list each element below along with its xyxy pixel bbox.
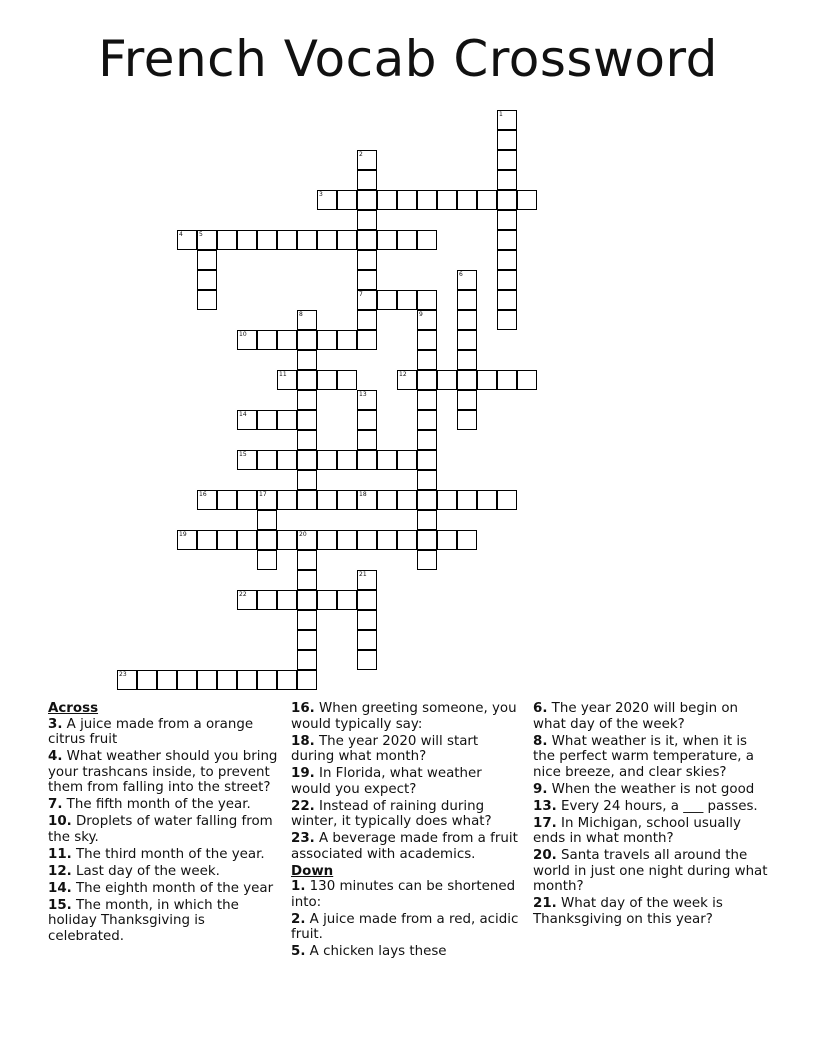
cell-number: 19: [179, 531, 187, 538]
clue-number: 20.: [533, 848, 557, 863]
grid-cell[interactable]: [357, 430, 377, 450]
clue-text: What weather is it, when it is the perfect warm temperature, a nice breeze, and clear skies?: [533, 733, 754, 780]
grid-cell[interactable]: [297, 530, 317, 550]
clue-text: 130 minutes can be shortened into:: [291, 879, 516, 910]
grid-cell[interactable]: [257, 490, 277, 510]
grid-cell[interactable]: [357, 650, 377, 670]
grid-cell[interactable]: [457, 270, 477, 290]
grid-cell[interactable]: [497, 210, 517, 230]
grid-cell[interactable]: [317, 330, 337, 350]
down-clue-list-part-1: [291, 879, 521, 960]
clue-number: 22.: [291, 798, 315, 814]
clue-number: 19.: [291, 766, 315, 781]
grid-cell[interactable]: [357, 230, 377, 250]
grid-cell[interactable]: [257, 670, 277, 690]
cell-number: 23: [119, 671, 127, 678]
grid-cell[interactable]: [417, 530, 437, 550]
grid-cell[interactable]: [357, 450, 377, 470]
grid-cell[interactable]: [437, 530, 457, 550]
across-clue: [48, 847, 284, 863]
grid-cell[interactable]: [337, 230, 357, 250]
grid-cell[interactable]: [417, 330, 437, 350]
down-clue: [291, 879, 521, 910]
grid-cell[interactable]: [337, 190, 357, 210]
grid-cell[interactable]: [397, 450, 417, 470]
cell-number: 2: [359, 151, 363, 158]
grid-cell[interactable]: [497, 190, 517, 210]
grid-cell[interactable]: [437, 190, 457, 210]
grid-cell[interactable]: [397, 190, 417, 210]
grid-cell[interactable]: [417, 410, 437, 430]
grid-cell[interactable]: [197, 270, 217, 290]
grid-cell[interactable]: [417, 390, 437, 410]
grid-cell[interactable]: [177, 230, 197, 250]
across-clue: [291, 831, 521, 862]
grid-cell[interactable]: [217, 530, 237, 550]
grid-cell[interactable]: [377, 190, 397, 210]
grid-cell[interactable]: [337, 590, 357, 610]
clue-number: 1.: [291, 879, 306, 894]
grid-cell[interactable]: [417, 550, 437, 570]
grid-cell[interactable]: [277, 370, 297, 390]
clue-number: 15.: [48, 897, 72, 913]
grid-cell[interactable]: [297, 630, 317, 650]
across-clue: [48, 749, 284, 796]
grid-cell[interactable]: [397, 530, 417, 550]
grid-cell[interactable]: [257, 330, 277, 350]
across-clue: [291, 799, 521, 830]
clue-text: Instead of raining during winter, it typically does what?: [291, 798, 492, 829]
grid-cell[interactable]: [317, 530, 337, 550]
cell-number: 9: [419, 311, 423, 318]
grid-cell[interactable]: [357, 270, 377, 290]
grid-cell[interactable]: [217, 670, 237, 690]
clue-number: 11.: [48, 846, 72, 862]
down-clue: [533, 896, 769, 927]
grid-cell[interactable]: [337, 490, 357, 510]
grid-cell[interactable]: [317, 590, 337, 610]
grid-cell[interactable]: [397, 490, 417, 510]
grid-cell[interactable]: [297, 570, 317, 590]
cell-number: 7: [359, 291, 363, 298]
grid-cell[interactable]: [397, 370, 417, 390]
down-heading: Down: [291, 863, 334, 879]
grid-cell[interactable]: [497, 130, 517, 150]
grid-cell[interactable]: [417, 370, 437, 390]
grid-cell[interactable]: [277, 530, 297, 550]
grid-cell[interactable]: [477, 370, 497, 390]
clue-number: 8.: [533, 733, 548, 749]
grid-cell[interactable]: [297, 430, 317, 450]
across-clue: [48, 717, 284, 748]
down-clue: [291, 912, 521, 943]
grid-cell[interactable]: [337, 330, 357, 350]
cell-number: 22: [239, 591, 247, 598]
grid-cell[interactable]: [477, 490, 497, 510]
grid-cell[interactable]: [297, 590, 317, 610]
grid-cell[interactable]: [297, 310, 317, 330]
across-clue: [48, 864, 284, 880]
grid-cell[interactable]: [317, 370, 337, 390]
grid-cell[interactable]: [517, 370, 537, 390]
cell-number: 12: [399, 371, 407, 378]
grid-cell[interactable]: [497, 290, 517, 310]
clue-text: What weather should you bring your trashcans inside, to prevent them from falling into the street?: [48, 749, 278, 795]
down-clue: [533, 734, 769, 781]
grid-cell[interactable]: [277, 330, 297, 350]
grid-cell[interactable]: [457, 490, 477, 510]
grid-cell[interactable]: [457, 370, 477, 390]
grid-cell[interactable]: [357, 570, 377, 590]
clue-number: 10.: [48, 814, 72, 829]
grid-cell[interactable]: [257, 230, 277, 250]
page-title: French Vocab Crossword: [98, 30, 718, 88]
clue-number: 13.: [533, 798, 557, 814]
grid-cell[interactable]: [317, 190, 337, 210]
grid-cell[interactable]: [277, 590, 297, 610]
grid-cell[interactable]: [417, 470, 437, 490]
grid-cell[interactable]: [257, 590, 277, 610]
grid-cell[interactable]: [417, 310, 437, 330]
down-clue: [533, 799, 769, 815]
clue-text: The third month of the year.: [71, 846, 265, 862]
grid-cell[interactable]: [297, 650, 317, 670]
cell-number: 14: [239, 411, 247, 418]
grid-cell[interactable]: [197, 530, 217, 550]
across-clue-list-part-2: [291, 701, 521, 862]
clue-text: A juice made from a red, acidic fruit.: [291, 911, 519, 942]
grid-cell[interactable]: [417, 510, 437, 530]
grid-cell[interactable]: [497, 370, 517, 390]
grid-cell[interactable]: [357, 410, 377, 430]
grid-cell[interactable]: [297, 370, 317, 390]
clue-text: When the weather is not good: [547, 781, 755, 797]
grid-cell[interactable]: [357, 330, 377, 350]
clue-number: 23.: [291, 831, 315, 846]
grid-cell[interactable]: [497, 110, 517, 130]
grid-cell[interactable]: [457, 350, 477, 370]
across-clue: [291, 701, 521, 732]
grid-cell[interactable]: [317, 450, 337, 470]
grid-cell[interactable]: [437, 370, 457, 390]
grid-cell[interactable]: [517, 190, 537, 210]
grid-cell[interactable]: [257, 510, 277, 530]
grid-cell[interactable]: [357, 610, 377, 630]
clue-text: The eighth month of the year: [71, 880, 274, 896]
clue-text: The year 2020 will begin on what day of the week?: [533, 701, 739, 732]
across-clue: [48, 881, 284, 897]
grid-cell[interactable]: [357, 170, 377, 190]
grid-cell[interactable]: [337, 370, 357, 390]
grid-cell[interactable]: [477, 190, 497, 210]
grid-cell[interactable]: [217, 230, 237, 250]
clue-number: 5.: [291, 944, 306, 959]
clue-number: 6.: [533, 701, 548, 716]
clue-text: The year 2020 will start during what month?: [291, 733, 479, 764]
grid-cell[interactable]: [237, 670, 257, 690]
grid-cell[interactable]: [357, 590, 377, 610]
grid-cell[interactable]: [497, 310, 517, 330]
grid-cell[interactable]: [297, 470, 317, 490]
grid-cell[interactable]: [237, 230, 257, 250]
clue-text: Last day of the week.: [71, 863, 220, 879]
grid-cell[interactable]: [397, 290, 417, 310]
grid-cell[interactable]: [277, 410, 297, 430]
clues-column-2: [291, 701, 521, 961]
clue-text: Santa travels all around the world in just one night during what month?: [533, 848, 768, 894]
grid-cell[interactable]: [237, 590, 257, 610]
grid-cell[interactable]: [357, 630, 377, 650]
grid-cell[interactable]: [117, 670, 137, 690]
clue-text: Every 24 hours, a ___ passes.: [556, 798, 758, 814]
grid-cell[interactable]: [297, 350, 317, 370]
across-clue: [48, 814, 284, 845]
cell-number: 4: [179, 231, 183, 238]
grid-cell[interactable]: [497, 230, 517, 250]
grid-cell[interactable]: [297, 550, 317, 570]
grid-cell[interactable]: [457, 390, 477, 410]
clue-number: 7.: [48, 797, 63, 812]
clue-number: 18.: [291, 733, 315, 749]
grid-cell[interactable]: [177, 670, 197, 690]
cell-number: 8: [299, 311, 303, 318]
grid-cell[interactable]: [377, 490, 397, 510]
grid-cell[interactable]: [197, 490, 217, 510]
down-clue-list-part-2: [533, 701, 769, 927]
down-clue: [533, 701, 769, 732]
grid-cell[interactable]: [497, 170, 517, 190]
grid-cell[interactable]: [317, 490, 337, 510]
cell-number: 1: [499, 111, 503, 118]
grid-cell[interactable]: [237, 490, 257, 510]
grid-cell[interactable]: [337, 530, 357, 550]
clue-text: A beverage made from a fruit associated with academics.: [291, 831, 518, 862]
grid-cell[interactable]: [277, 230, 297, 250]
clue-number: 9.: [533, 781, 548, 797]
grid-cell[interactable]: [257, 450, 277, 470]
grid-cell[interactable]: [237, 330, 257, 350]
grid-cell[interactable]: [377, 450, 397, 470]
down-clue: [533, 848, 769, 895]
grid-cell[interactable]: [457, 410, 477, 430]
grid-cell[interactable]: [417, 230, 437, 250]
grid-cell[interactable]: [197, 290, 217, 310]
clue-number: 12.: [48, 863, 72, 879]
grid-cell[interactable]: [237, 530, 257, 550]
down-clue: [533, 782, 769, 798]
grid-cell[interactable]: [297, 330, 317, 350]
grid-cell[interactable]: [457, 290, 477, 310]
grid-cell[interactable]: [497, 270, 517, 290]
grid-cell[interactable]: [357, 290, 377, 310]
grid-cell[interactable]: [197, 670, 217, 690]
grid-cell[interactable]: [357, 530, 377, 550]
grid-cell[interactable]: [277, 490, 297, 510]
across-clue: [48, 898, 284, 945]
down-clue: [533, 816, 769, 847]
grid-cell[interactable]: [337, 450, 357, 470]
grid-cell[interactable]: [417, 350, 437, 370]
grid-cell[interactable]: [417, 290, 437, 310]
clue-text: What day of the week is Thanksgiving on this year?: [533, 896, 723, 927]
grid-cell[interactable]: [497, 250, 517, 270]
clue-text: In Florida, what weather would you expect?: [291, 766, 482, 797]
across-clue-list-part-1: [48, 717, 284, 945]
grid-cell[interactable]: [357, 190, 377, 210]
grid-cell[interactable]: [417, 190, 437, 210]
grid-cell[interactable]: [157, 670, 177, 690]
cell-number: 18: [359, 491, 367, 498]
grid-cell[interactable]: [137, 670, 157, 690]
grid-cell[interactable]: [257, 410, 277, 430]
grid-cell[interactable]: [297, 610, 317, 630]
cell-number: 17: [259, 491, 267, 498]
clue-text: The month, in which the holiday Thanksgiving is celebrated.: [48, 897, 239, 944]
grid-cell[interactable]: [417, 490, 437, 510]
cell-number: 3: [319, 191, 323, 198]
grid-cell[interactable]: [177, 530, 197, 550]
cell-number: 16: [199, 491, 207, 498]
grid-cell[interactable]: [377, 530, 397, 550]
clue-number: 2.: [291, 911, 306, 927]
grid-cell[interactable]: [297, 450, 317, 470]
grid-cell[interactable]: [357, 250, 377, 270]
grid-cell[interactable]: [417, 450, 437, 470]
grid-cell[interactable]: [237, 450, 257, 470]
grid-cell[interactable]: [277, 670, 297, 690]
cell-number: 6: [459, 271, 463, 278]
grid-cell[interactable]: [357, 310, 377, 330]
clue-text: In Michigan, school usually ends in what month?: [533, 815, 741, 846]
cell-number: 20: [299, 531, 307, 538]
cell-number: 13: [359, 391, 367, 398]
across-clue: [48, 797, 284, 813]
grid-cell[interactable]: [497, 490, 517, 510]
clue-number: 14.: [48, 880, 72, 896]
grid-cell[interactable]: [437, 490, 457, 510]
grid-cell[interactable]: [257, 550, 277, 570]
grid-cell[interactable]: [257, 530, 277, 550]
across-clue: [291, 734, 521, 765]
grid-cell[interactable]: [197, 250, 217, 270]
grid-cell[interactable]: [497, 150, 517, 170]
clue-number: 17.: [533, 815, 557, 831]
down-clue: [291, 944, 521, 960]
grid-cell[interactable]: [217, 490, 237, 510]
clue-text: The fifth month of the year.: [62, 797, 251, 812]
clues-column-1: [48, 701, 284, 946]
clue-text: When greeting someone, you would typically say:: [291, 701, 517, 732]
across-heading: Across: [48, 701, 99, 716]
clue-number: 16.: [291, 701, 315, 716]
clue-text: Droplets of water falling from the sky.: [48, 814, 273, 845]
grid-cell[interactable]: [377, 230, 397, 250]
grid-cell[interactable]: [457, 330, 477, 350]
clues-column-3: [533, 701, 769, 929]
grid-cell[interactable]: [297, 390, 317, 410]
grid-cell[interactable]: [197, 230, 217, 250]
grid-cell[interactable]: [297, 490, 317, 510]
grid-cell[interactable]: [377, 290, 397, 310]
clue-text: A juice made from a orange citrus fruit: [48, 716, 254, 747]
grid-cell[interactable]: [297, 670, 317, 690]
grid-cell[interactable]: [457, 310, 477, 330]
grid-cell[interactable]: [457, 530, 477, 550]
grid-cell[interactable]: [417, 430, 437, 450]
grid-cell[interactable]: [297, 410, 317, 430]
cell-number: 21: [359, 571, 367, 578]
grid-cell[interactable]: [357, 490, 377, 510]
clue-number: 4.: [48, 749, 63, 764]
grid-cell[interactable]: [357, 390, 377, 410]
cell-number: 5: [199, 231, 203, 238]
grid-cell[interactable]: [277, 450, 297, 470]
grid-cell[interactable]: [317, 230, 337, 250]
grid-cell[interactable]: [397, 230, 417, 250]
clue-text: A chicken lays these: [305, 944, 447, 959]
grid-cell[interactable]: [357, 210, 377, 230]
cell-number: 10: [239, 331, 247, 338]
grid-cell[interactable]: [237, 410, 257, 430]
cell-number: 15: [239, 451, 247, 458]
grid-cell[interactable]: [297, 230, 317, 250]
grid-cell[interactable]: [457, 190, 477, 210]
across-clue: [291, 766, 521, 797]
clue-number: 3.: [48, 716, 63, 732]
grid-cell[interactable]: [357, 150, 377, 170]
clue-number: 21.: [533, 896, 557, 911]
cell-number: 11: [279, 371, 287, 378]
